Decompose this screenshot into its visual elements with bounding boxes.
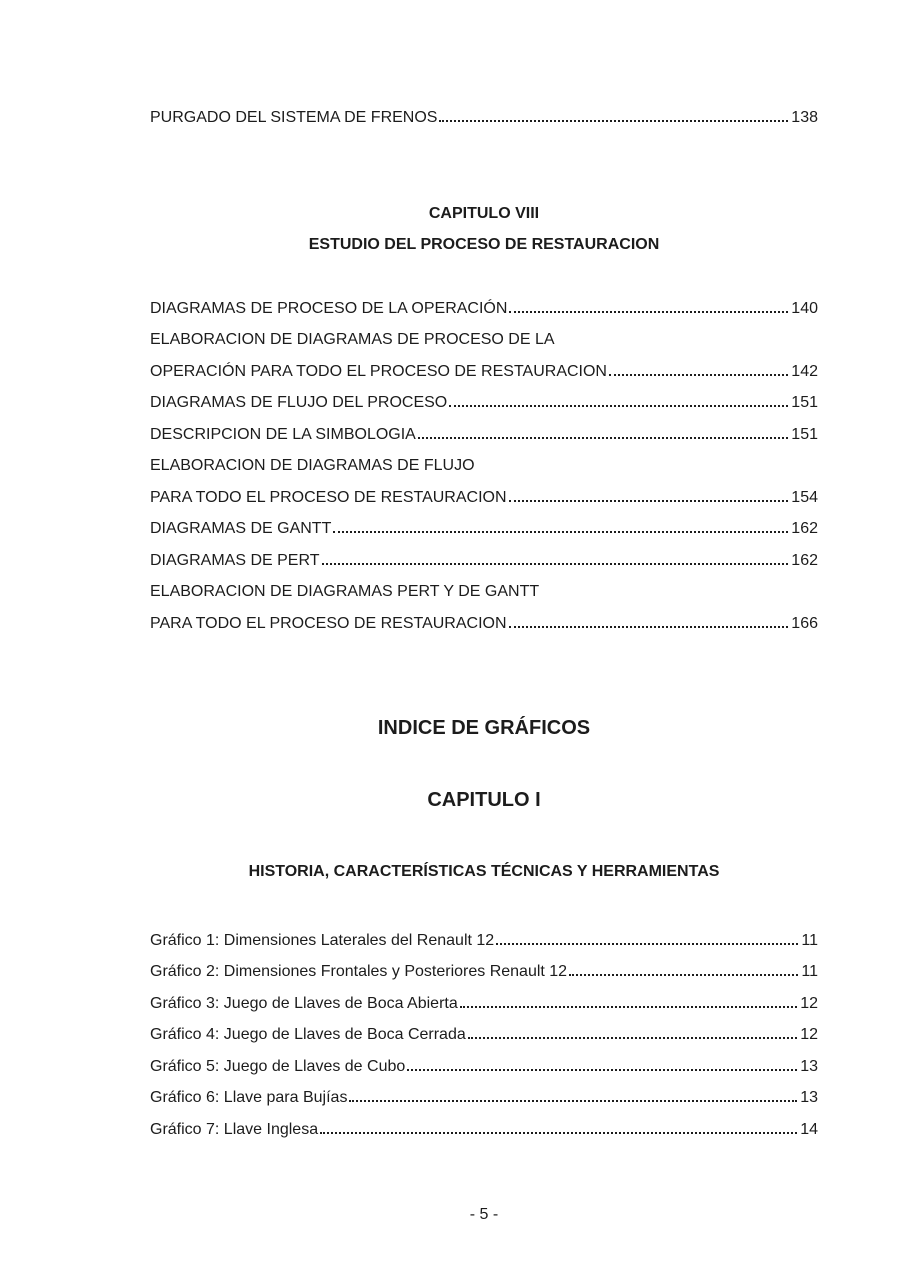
entry-page: 166 (791, 614, 818, 632)
dot-leader (509, 311, 788, 313)
dot-leader (320, 1132, 797, 1134)
entry-page: 138 (791, 109, 818, 126)
dot-leader (509, 626, 789, 628)
entry-label: Gráfico 3: Juego de Llaves de Boca Abierta (150, 994, 458, 1012)
toc-entry (150, 956, 818, 988)
entry-label: DIAGRAMAS DE FLUJO DEL PROCESO (150, 394, 448, 411)
entry-label: Gráfico 1: Dimensiones Laterales del Renault 12 (150, 931, 495, 949)
entry-label: DIAGRAMAS DE PERT (150, 551, 320, 569)
dot-leader (609, 374, 788, 376)
toc-entry (150, 387, 818, 419)
dot-leader (569, 974, 798, 976)
entry-page: 14 (800, 1120, 818, 1138)
entry-page: 151 (791, 425, 818, 443)
toc-section-graficos (150, 925, 818, 1146)
entry-page: 13 (800, 1057, 818, 1075)
chapter-subheading: ESTUDIO DEL PROCESO DE RESTAURACION (308, 236, 660, 253)
toc-entry (150, 324, 818, 356)
entry-label: ELABORACION DE DIAGRAMAS DE FLUJO (150, 457, 475, 474)
entry-page: 140 (791, 299, 818, 317)
toc-entry (150, 925, 818, 957)
entry-page: 142 (791, 362, 818, 380)
toc-entry (150, 293, 818, 325)
entry-label: OPERACIÓN PARA TODO EL PROCESO DE RESTAURACION (150, 362, 607, 380)
entry-label: PARA TODO EL PROCESO DE RESTAURACION (150, 488, 507, 506)
section-heading: HISTORIA, CARACTERÍSTICAS TÉCNICAS Y HERRAMIENTAS (248, 863, 720, 880)
toc-entry (150, 482, 818, 514)
toc-entry (150, 1114, 818, 1146)
toc-entry (150, 102, 818, 134)
entry-label: PARA TODO EL PROCESO DE RESTAURACION (150, 614, 507, 632)
page-number: - 5 - (469, 1206, 499, 1223)
entry-label: Gráfico 6: Llave para Bujías (150, 1089, 348, 1106)
entry-page: 162 (791, 520, 818, 537)
chapter-heading: CAPITULO I (427, 788, 541, 811)
dot-leader (509, 500, 789, 502)
dot-leader (439, 120, 788, 122)
toc-entry (150, 1082, 818, 1114)
toc-entry (150, 988, 818, 1020)
index-title: INDICE DE GRÁFICOS (377, 717, 591, 739)
toc-entry (150, 419, 818, 451)
chapter-heading: CAPITULO VIII (428, 204, 540, 222)
entry-page: 13 (800, 1089, 818, 1106)
toc-entry (150, 450, 818, 482)
toc-entry (150, 576, 818, 608)
dot-leader (349, 1100, 797, 1102)
page-content (0, 102, 905, 1231)
dot-leader (449, 405, 788, 407)
entry-label: Gráfico 2: Dimensiones Frontales y Posteriores Renault 12 (150, 963, 568, 980)
entry-page: 162 (791, 551, 818, 569)
toc-entry (150, 608, 818, 640)
entry-page: 12 (800, 994, 818, 1012)
toc-entry (150, 356, 818, 388)
entry-page: 12 (800, 1026, 818, 1043)
toc-entry (150, 1019, 818, 1051)
dot-leader (407, 1069, 797, 1071)
toc-section-chapter8 (150, 293, 818, 640)
entry-label: Gráfico 7: Llave Inglesa (150, 1120, 319, 1138)
dot-leader (496, 943, 798, 945)
entry-label: DESCRIPCION DE LA SIMBOLOGIA (150, 425, 416, 443)
entry-label: Gráfico 5: Juego de Llaves de Cubo (150, 1057, 406, 1075)
dot-leader (460, 1006, 797, 1008)
dot-leader (333, 531, 788, 533)
entry-label: ELABORACION DE DIAGRAMAS PERT Y DE GANTT (150, 583, 540, 600)
entry-page: 151 (791, 394, 818, 411)
entry-label: DIAGRAMAS DE PROCESO DE LA OPERACIÓN (150, 299, 508, 317)
dot-leader (418, 437, 788, 439)
entry-page: 154 (791, 488, 818, 506)
toc-entry (150, 545, 818, 577)
toc-entry (150, 513, 818, 545)
entry-label: Gráfico 4: Juego de Llaves de Boca Cerrada (150, 1026, 466, 1043)
entry-label: DIAGRAMAS DE GANTT (150, 520, 332, 537)
dot-leader (468, 1037, 797, 1039)
entry-label: ELABORACION DE DIAGRAMAS DE PROCESO DE LA (150, 331, 555, 348)
entry-page: 11 (801, 963, 818, 980)
dot-leader (322, 563, 789, 565)
toc-entry (150, 1051, 818, 1083)
entry-label: PURGADO DEL SISTEMA DE FRENOS (150, 109, 438, 126)
entry-page: 11 (801, 931, 818, 949)
